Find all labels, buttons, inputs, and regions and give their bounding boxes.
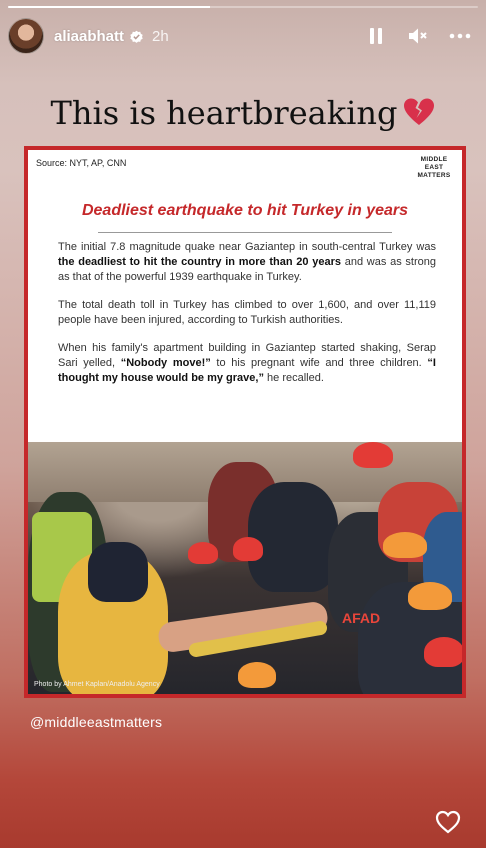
logo-line-1: MIDDLE xyxy=(420,156,448,163)
photo-figure xyxy=(248,482,338,592)
photo-figure xyxy=(88,542,148,602)
post-paragraph xyxy=(58,240,436,285)
photo-helmet xyxy=(353,442,393,468)
paragraph-bold-text: “I thought my house would be my grave,” xyxy=(58,357,436,384)
caption-text: This is heartbreaking xyxy=(50,94,398,132)
photo-helmet xyxy=(383,532,427,558)
rescue-photo xyxy=(28,442,462,694)
post-body xyxy=(58,240,436,399)
username[interactable]: aliaabhatt xyxy=(54,27,125,45)
story-header xyxy=(8,14,472,58)
photo-afad-text: AFAD xyxy=(342,610,381,626)
paragraph-text: he recalled. xyxy=(263,372,324,384)
photo-helmet xyxy=(188,542,218,564)
logo-line-2: EAST xyxy=(424,164,444,171)
post-paragraph xyxy=(58,341,436,386)
verified-badge-icon xyxy=(129,29,144,44)
post-headline: Deadliest earthquake to hit Turkey in years xyxy=(81,202,409,219)
paragraph-text: The initial 7.8 magnitude quake near Gaziantep in south-central Turkey was xyxy=(58,241,436,253)
logo-line-3: MATTERS xyxy=(417,172,451,179)
paragraph-text: The total death toll in Turkey has climbed to over 1,600, and over 11,119 people have been injured, according to Turkish authorities. xyxy=(58,299,436,326)
post-paragraph xyxy=(58,298,436,328)
photo-helmet xyxy=(408,582,452,610)
mute-icon[interactable] xyxy=(406,24,430,48)
paragraph-bold-text: “Nobody move!” xyxy=(120,357,211,369)
more-icon[interactable] xyxy=(448,24,472,48)
post-source: Source: NYT, AP, CNN xyxy=(36,158,127,168)
paragraph-text: to his pregnant wife and three children. xyxy=(210,357,428,369)
story-caption xyxy=(0,94,486,135)
photo-helmet xyxy=(424,637,462,667)
heart-outline-icon[interactable] xyxy=(434,808,462,836)
mention-sticker[interactable]: @middleeastmatters xyxy=(30,714,163,730)
photo-helmet xyxy=(233,537,263,561)
time-ago: 2h xyxy=(152,27,169,45)
story-progress-bar xyxy=(8,6,478,8)
avatar[interactable] xyxy=(8,18,44,54)
shared-post[interactable] xyxy=(24,146,466,698)
paragraph-bold-text: the deadliest to hit the country in more than 20 years xyxy=(58,256,341,268)
headline-divider xyxy=(98,232,392,233)
photo-helmet xyxy=(238,662,276,688)
story-progress-fill xyxy=(8,6,210,8)
story-controls xyxy=(364,24,472,48)
pause-icon[interactable] xyxy=(364,24,388,48)
middle-east-matters-logo xyxy=(414,156,454,190)
broken-heart-icon xyxy=(403,97,435,135)
post-card xyxy=(28,150,462,694)
paragraph-text: When his family's apartment building in Gaziantep started shaking, Serap Sari yelled, xyxy=(58,342,436,369)
paragraph-text: and was as strong as that of the powerful 1939 earthquake in Turkey. xyxy=(58,256,436,283)
photo-credit: Photo by Ahmet Kaplan/Anadolu Agency xyxy=(34,681,160,688)
